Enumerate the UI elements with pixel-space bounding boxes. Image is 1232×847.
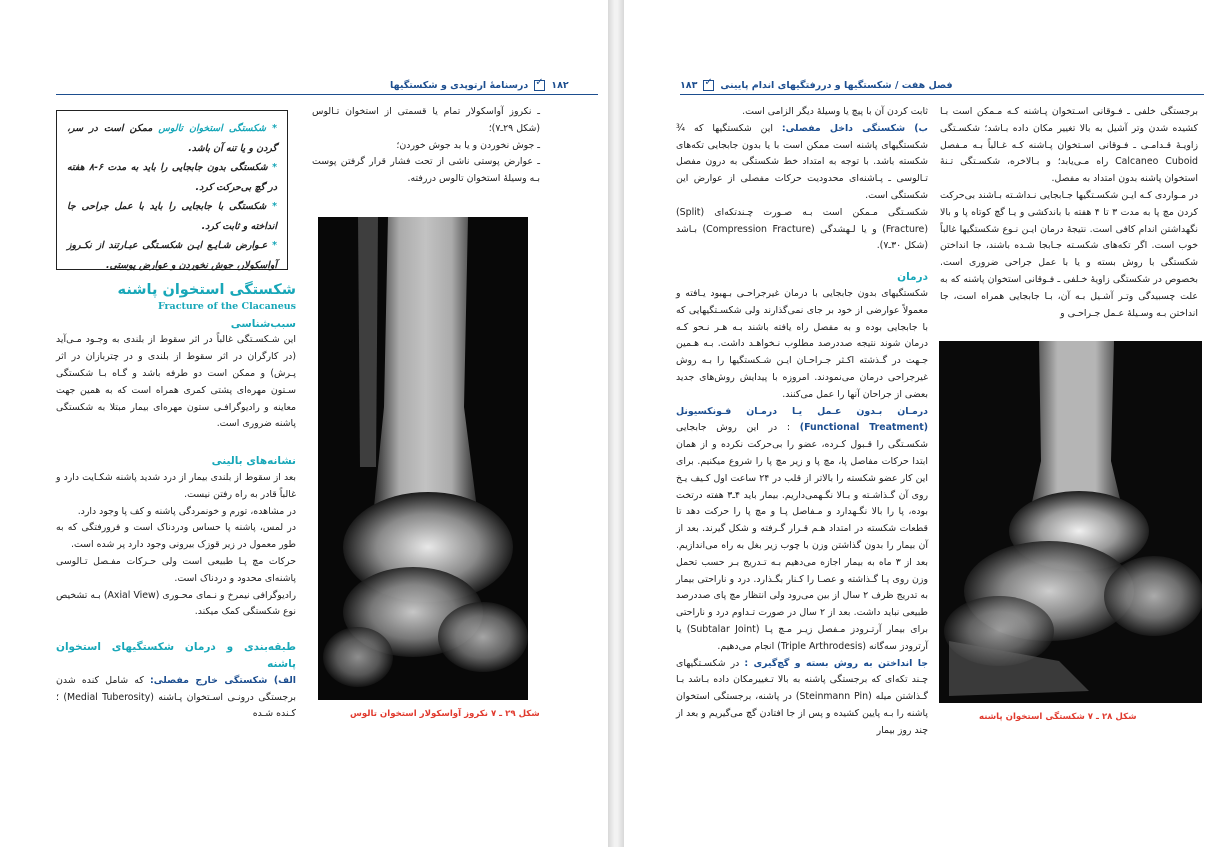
asterisk-icon: *	[272, 162, 277, 173]
paragraph: ثابت کردن آن با پیچ یا وسیلهٔ دیگر الزامی است.	[742, 106, 928, 117]
paragraph: درمـان بـدون عـمل یـا درمـان فـونکسیونل (Functional Treatment) : در این روش جابجایی شکسـتگی را قـبول کـرده، عضو را بی‌حرکت نکرده و از همان ابتدا حرکات مفاصل پا، مچ پا و زیر مچ پا را شروع میکنیم. برای این کار عضو شکسته را بالاتر از قلب در ۲۴ ساعت اول کـیف یـخ روی آن گـذاشـته و بـالا نگـهمی‌داریم. بیمار باید ۴ـ۳ هفته درتخت بوده، پا را بالا نگـهدارد و مـفاصل پـا و مچ پا را حرکت دهد تا قطعات شکسته در امتداد هـم قـرار گـرفته و شکل گیرند. بعد از آن بیمار را بدون گذاشتن وزن با چوب زیر بغل به راه می‌اندازیم. بعد از ۳ ماه به بیمار اجازه می‌دهیم بـه تـدریج بـر حسب تحمل وزن روی پـا گـذاشته و عصـا را کـنار بگـذارد. درد و ناراحتی بیمار به تدریج ظرف ۲ سال از بین می‌رود ولی انتظار مچ پای صددرصد طبیعی نباید داشت. بعد از ۲ سال در صورت تـداوم درد و ناراحتی برای بیمار آرتـرودز مـفصل زیـر مـچ پـا (Subtalar Joint) یا آرترودز سه‌گانه (Triple Arthrodesis) انجام می‌دهیم.	[676, 405, 929, 652]
right-page	[624, 0, 1232, 847]
right-column-text	[940, 104, 1198, 322]
treatment-heading: درمان	[897, 271, 928, 284]
foot-xray-graphic	[939, 341, 1202, 703]
figure-caption: شکل ۲۸ ـ ۷ شکستگی استخوان پاشنه	[979, 712, 1137, 722]
summary-item: * شکستگی با جابجایی را باید با عمل جراحی جا انداخته و ثابت کرد.	[67, 201, 277, 232]
summary-item: * شکستگی بدون جابجایی را باید به مدت ۶-۸ هفته در گچ بی‌حرکت کرد.	[67, 162, 277, 193]
left-page	[0, 0, 608, 847]
paragraph: در مـواردی کـه ایـن شکسـتگیها جـابجایی نـداشـته بـاشند بی‌حرکت کردن مچ پا به مدت ۳ تا ۴ هفته با باندکشی و یـا گچ کوتاه پا و بالا نگهداشتن اندام کافی است. نتیجهٔ درمان ایـن نـوع شکستگیها غالباً خوب است. اگر تکه‌های شکسـته جـابجا شـده باشند، جا انداختن شکستگی با روش بسته و یا با عمل جراحی ضروری است. بخصوص در شکستگی زاویهٔ خـلفی ـ فـوقانی استخوان پاشنه که به علت چسبیدگی وتـر آشـیل بـه آن، بـا جابجایی همراه است، جا انداختن بـه وسـیلهٔ عـمل جـراحـی و	[940, 189, 1198, 319]
checkbox-icon	[703, 80, 714, 91]
summary-box	[56, 110, 288, 270]
classification-heading: طبقه‌بندی و درمان شکستگیهای استخوان پاشنه	[56, 641, 296, 670]
section-title: شکستگی استخوان پاشنه	[117, 282, 296, 298]
figure-caption: شکل ۲۹ ـ ۷ نکروز آواسکولار استخوان تالوس	[350, 709, 540, 719]
paragraph: بعد از سقوط از بلندی بیمار از درد شدید پاشنه شکـایت دارد و غالباً قادر به راه رفتن نیست.	[56, 471, 296, 500]
section-title-en: Fracture of the Clacaneus	[157, 300, 296, 312]
checkbox-icon	[534, 80, 545, 91]
item-a-lead: الف) شکستگی خارج مفصلی:	[150, 674, 297, 686]
asterisk-icon: *	[272, 201, 277, 212]
paragraph: برجستگی خلفی ـ فـوقانی اسـتخوان پـاشنه کـه مـمکن است بـا کشیده شدن وتر آشیل به بالا تغییر مکان داده بـاشد؛ شکسـتگی زاویـهٔ قـدامـی ـ فـوقانی اسـتخوان پـاشنه کـه غـالباً بـه مـفصل Calcaneo Cuboid راه مـی‌یابد؛ و بـالاخره، شکسـتگی تـنهٔ استخوان پاشنه بدون امتداد به مفصل.	[940, 106, 1199, 185]
summary-item: * شکستگی استخوان تالوس ممکن است در سر، گردن و یا تنه آن باشد.	[67, 123, 278, 154]
right-page-header	[680, 78, 953, 92]
paragraph: رادیوگرافی نیمرخ و نـمای محـوری (Axial View) بـه تشخیص نوع شکستگی کمک میکند.	[56, 589, 296, 618]
paragraph: الف) شکستگی خارج مفصلی: که شامل کنده شدن برجستگی درونـی اسـتخوان پـاشنه (Medial Tuberosity) ؛ کـنده شـده	[56, 674, 297, 720]
xray-image-calcaneus	[939, 341, 1202, 703]
header-rule	[56, 94, 598, 95]
left-column-text	[676, 104, 928, 739]
functional-treatment-lead: درمـان بـدون عـمل یـا درمـان فـونکسیونل (Functional Treatment)	[676, 405, 928, 434]
list-item: ـ نکروز آواسکولار تمام یا قسمتی از استخوان تـالوس (شکل ۲۹ـ۷)؛	[312, 106, 540, 134]
paragraph: جا انداختن به روش بسته و گچ‌گیری : در شکسـتگیهای چـند تکه‌ای که برجستگی پاشنه به بالا تـغییرمکان داده بـاشد بـا گـذاشتن میله (Steinmann Pin) در پاشنه، برجستگی استخوان پاشنه را بـه پایین کشیده و پس از جا افتادن گچ می‌گیریم و بعد از چند روز بیمار	[676, 657, 928, 736]
ankle-xray-graphic	[318, 217, 528, 700]
header-rule	[680, 94, 1204, 95]
clinical-signs-heading: نشانه‌های بالینی	[211, 455, 296, 468]
book-gutter	[608, 0, 624, 847]
paragraph: در لمس، پاشنه پا حساس ودردناک است و فرورفتگی که به طور معمول در زیر قوزک بیرونی وجود دارد پر شده است.	[56, 522, 296, 551]
list-item: ـ جوش نخوردن و یا بد جوش خوردن؛	[396, 139, 540, 151]
complications-list	[312, 104, 540, 188]
closed-reduction-lead: جا انداختن به روش بسته و گچ‌گیری :	[744, 657, 928, 669]
asterisk-icon: *	[272, 240, 277, 251]
paragraph: شکسـتگی مـمکن است بـه صـورت چـندتکه‌ای (Split) (Fracture) و یا لـهشدگی (Compression Fracture) بـاشد (شکل ۳۰ـ۷).	[676, 206, 928, 252]
running-title: فصل هفت / شکستگیها و دررفتگیهای اندام پایینی	[720, 79, 953, 91]
paragraph: ب) شکستگی داخل مفصلی: این شکستگیها که ¾ شکستگیهای پاشنه است ممکن است با یا بدون جابجایی تکه‌های شکسته باشد. با توجه به امتداد خط شکستگی به درون مفصل تـالوسی ـ پـاشنه‌ای محدودیت حرکات مفصلی از عوارض این شکستگی است.	[676, 122, 928, 201]
left-column-text	[56, 282, 296, 723]
running-title: درسنامهٔ ارتوپدی و شکستگیها	[390, 79, 529, 91]
left-page-header	[390, 78, 569, 92]
summary-item: * عـوارض شـایـع ایـن شکسـتگی عبـارتند از نکـروز آواسکولار، جوش نخوردن و عوارض پوستی.	[67, 240, 277, 271]
paragraph: در مشاهده، تورم و خونمردگی پاشنه و کف پا وجود دارد.	[77, 505, 296, 517]
asterisk-icon: *	[272, 123, 278, 134]
paragraph: حرکات مچ پـا طبیعی است ولی حـرکات مفـصل تـالوسی پاشنه‌ای محدود و دردناک است.	[56, 555, 296, 584]
etiology-text: این شـکسـتگی غالباً در اثر سقوط از بلندی به وجـود مـی‌آید (در کارگران در اثر سقوط از بلندی و در چتربازان در اثر پـرش) و ممکن است دو طرفه باشد و گـاه بـا شکستگی سـتون مهره‌ای پشتی کمری همراه است که به همین جهت معاینه و رادیوگرافـی ستون مهره‌ای بیمار مبتلا به شکستگی پاشنه ضروری است.	[56, 334, 296, 430]
xray-image-talus	[318, 217, 528, 700]
item-b-lead: ب) شکستگی داخل مفصلی:	[781, 122, 928, 134]
page-number: ۱۸۲	[551, 79, 569, 91]
page-number: ۱۸۳	[680, 79, 698, 91]
paragraph: شکستگیهای بدون جابجایی با درمان غیرجراحـی بـهبود یـافته و معمولاً عوارضی از خود بر جای نمی‌گذارند ولی شکسـتگیهایی که با جابجایی بوده و به مفصل راه یافته باشند بـه هـر نـحو کـه درمان شوند نتیجه صددرصد مطلوب نـخواهـد داشت. بـه هـمین جـهت در گـذشته اکـثر جـراحـان ایـن شـکستگیها را بـه روش غیرجراحی درمان می‌نمودند. امروزه با پیدایش روش‌های جدید بعضی از جراحان آنها را عمل می‌کنند.	[676, 287, 928, 400]
etiology-heading: سبب‌شناسی	[230, 317, 296, 330]
list-item: ـ عوارض پوستی ناشی از تحت فشار قرار گرفتن پوست بـه وسیلهٔ استخوان تالوس دررفته.	[312, 156, 540, 185]
